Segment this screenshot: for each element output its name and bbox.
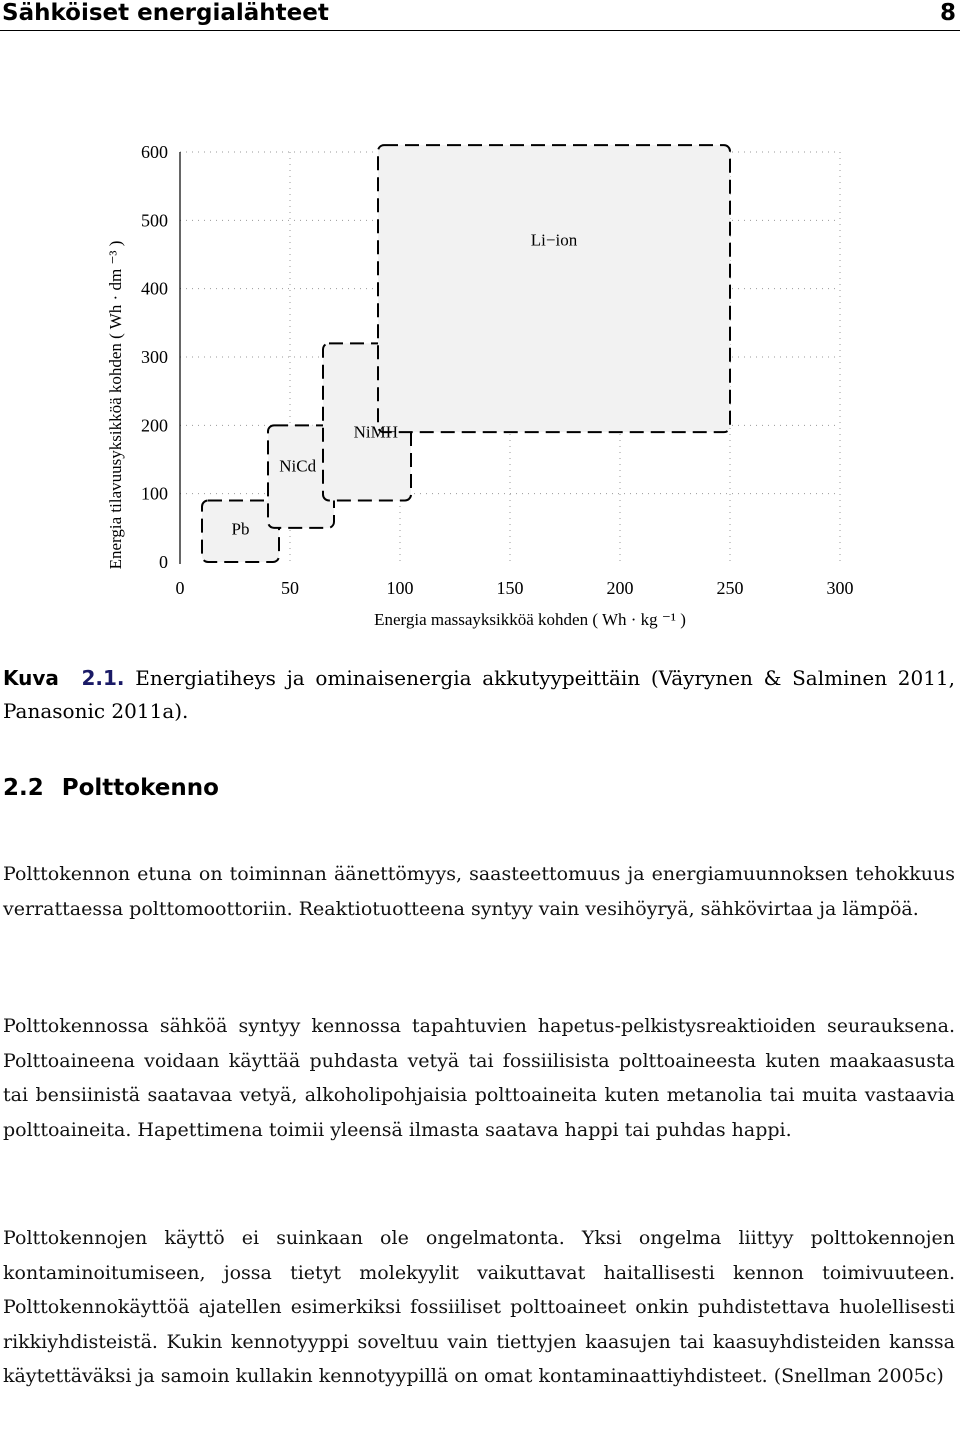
y-tick-label: 500: [141, 210, 168, 231]
x-tick-label: 300: [826, 578, 854, 598]
series-region-liion: [378, 145, 730, 432]
section-title: Polttokenno: [61, 775, 219, 801]
y-tick-label: 0: [159, 552, 168, 572]
page-number: 8: [939, 0, 956, 26]
y-tick-label: 200: [141, 415, 168, 436]
y-axis-label: Energia tilavuusyksikköä kohden ( Wh · dm ⁻³ ): [106, 240, 125, 570]
series-label: NiCd: [279, 456, 317, 476]
x-tick-label: 100: [386, 578, 414, 598]
battery-energy-density-chart: [0, 130, 960, 640]
running-header: [0, 0, 960, 34]
paragraph: Polttokennon etuna on toiminnan äänettömyys, saasteettomuus ja energiamuunnoksen tehokkuus verrattaessa polttomoottoriin. Reaktiotuotteena syntyy vain vesihöyryä, sähkövirtaa ja lämpöä.: [3, 863, 955, 920]
caption-label: [3, 666, 125, 690]
chart-series: [202, 145, 730, 562]
x-axis-label: Energia massayksikköä kohden ( Wh · kg ⁻¹ ): [374, 610, 686, 629]
x-tick-label: 200: [606, 578, 634, 598]
y-tick-label: 300: [141, 347, 168, 367]
x-tick-label: 50: [281, 578, 299, 598]
paragraph: Polttokennossa sähköä syntyy kennossa tapahtuvien hapetus-pelkistysreaktioiden seurauksena. Polttoaineena voidaan käyttää puhdasta vetyä tai fossiilisista polttoaineesta kuten maakaasusta tai bensiinistä saatavaa vetyä, alkoholipohjaisia polttoaineita kuten metanolia tai muita vastaavia polttoaineita. Hapettimena toimii yleensä ilmasta saatava happi tai puhdas happi.: [3, 1015, 955, 1141]
x-tick-label: 0: [175, 578, 185, 598]
series-label: Pb: [231, 519, 250, 539]
y-tick-label: 100: [141, 483, 168, 504]
series-label: Li−ion: [530, 230, 578, 250]
y-tick-label: 600: [141, 142, 168, 162]
series-label: NiMH: [353, 422, 399, 442]
header-rule: [0, 30, 960, 31]
x-tick-label: 150: [496, 578, 524, 598]
section-heading: [3, 773, 219, 803]
caption-label-word: Kuva: [3, 666, 59, 690]
figure-caption: [3, 662, 955, 728]
caption-text: Energiatiheys ja ominaisenergia akkutyypeittäin (Väyrynen & Salminen 2011, Panasonic 2011a).: [3, 666, 956, 723]
header-title: Sähköiset energialähteet: [2, 0, 329, 26]
caption-number: 2.1.: [81, 666, 125, 690]
y-tick-label: 400: [141, 278, 168, 299]
paragraph: Polttokennojen käyttö ei suinkaan ole ongelmatonta. Yksi ongelma liittyy polttokennojen kontaminoitumiseen, jossa tietyt molekyylit vaikuttavat haitallisesti kennon toimivuuteen. Polttokennokäyttöä ajatellen esimerkiksi fossiiliset polttoaineet onkin puhdistettava huolellisesti rikkiyhdisteistä. Kukin kennotyyppi soveltuu vain tiettyjen kaasujen tai kaasuyhdisteiden kanssa käytettäväksi ja samoin kullakin kennotyypillä on omat kontaminaattiyhdisteet. (Snellman 2005c): [3, 1227, 955, 1387]
section-number: 2.2: [3, 775, 44, 801]
x-tick-label: 250: [716, 578, 744, 598]
